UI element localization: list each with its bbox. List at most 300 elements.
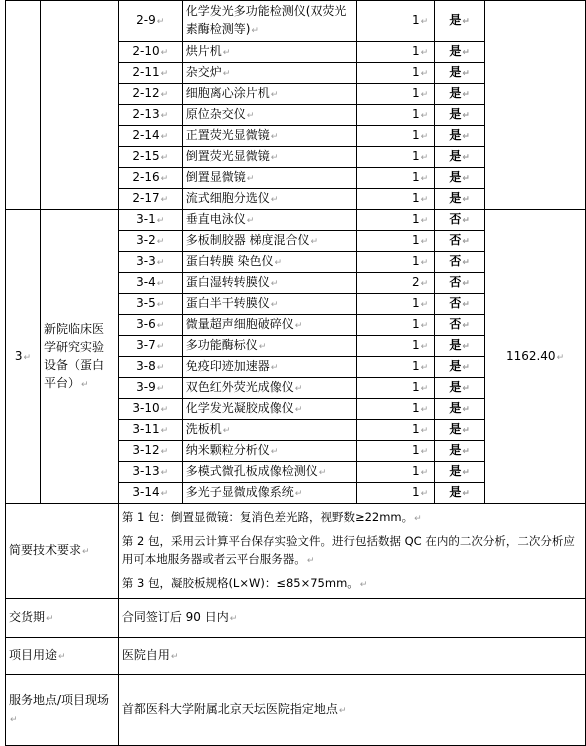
item-name bbox=[182, 168, 357, 189]
item-quantity bbox=[357, 252, 435, 273]
item-quantity-text: 1 bbox=[411, 233, 420, 247]
paragraph-mark: ↵ bbox=[420, 363, 429, 373]
paragraph-mark: ↵ bbox=[556, 352, 565, 363]
paragraph-mark: ↵ bbox=[160, 174, 169, 184]
paragraph-mark: ↵ bbox=[462, 384, 470, 394]
item-name-text: 杂交炉 bbox=[185, 65, 222, 79]
paragraph-mark: ↵ bbox=[420, 468, 429, 478]
item-number-text: 3-3 bbox=[136, 254, 156, 268]
delivery-value-text: 合同签订后 90 日内 bbox=[121, 610, 229, 624]
paragraph-mark: ↵ bbox=[462, 195, 470, 205]
item-number bbox=[118, 126, 182, 147]
item-name-text: 双色红外荧光成像仪 bbox=[185, 380, 294, 394]
paragraph-mark: ↵ bbox=[420, 321, 429, 331]
item-imported bbox=[435, 231, 485, 252]
paragraph-mark: ↵ bbox=[294, 321, 303, 331]
requirement-text: 第 2 包，采用云计算平台保存实验文件。进行包括数据 QC 在内的二次分析，二次分析应用可本地服务器或者云平台服务器。 bbox=[121, 534, 575, 566]
paragraph-mark: ↵ bbox=[310, 237, 319, 247]
package-index-text: 3 bbox=[14, 348, 23, 363]
paragraph-mark: ↵ bbox=[229, 614, 238, 624]
item-number-text: 2-10 bbox=[132, 44, 160, 58]
paragraph-mark: ↵ bbox=[160, 405, 169, 415]
paragraph-mark: ↵ bbox=[156, 237, 165, 247]
paragraph-mark: ↵ bbox=[156, 342, 165, 352]
item-number-text: 3-11 bbox=[132, 422, 160, 436]
purpose-label-text: 项目用途 bbox=[9, 648, 58, 662]
item-name-text: 蛋白湿转转膜仪 bbox=[185, 275, 270, 289]
paragraph-mark: ↵ bbox=[462, 17, 470, 27]
delivery-row bbox=[6, 599, 586, 638]
paragraph-mark: ↵ bbox=[156, 17, 165, 27]
item-quantity bbox=[357, 84, 435, 105]
paragraph-mark: ↵ bbox=[414, 514, 422, 524]
item-quantity-text: 1 bbox=[411, 107, 420, 121]
item-number bbox=[118, 273, 182, 294]
item-imported bbox=[435, 420, 485, 441]
requirement-paragraph bbox=[122, 574, 582, 594]
paragraph-mark: ↵ bbox=[462, 90, 470, 100]
item-imported-text: 是 bbox=[449, 443, 462, 457]
item-name bbox=[182, 378, 357, 399]
paragraph-mark: ↵ bbox=[46, 614, 54, 624]
item-number-text: 3-4 bbox=[136, 275, 156, 289]
item-quantity-text: 1 bbox=[411, 13, 420, 27]
item-number-text: 2-9 bbox=[136, 13, 156, 27]
paragraph-mark: ↵ bbox=[462, 174, 470, 184]
item-name-text: 纳米颗粒分析仪 bbox=[185, 443, 270, 457]
item-number bbox=[118, 189, 182, 210]
paragraph-mark: ↵ bbox=[420, 237, 429, 247]
item-quantity bbox=[357, 336, 435, 357]
paragraph-mark: ↵ bbox=[270, 90, 279, 100]
package-budget bbox=[485, 210, 586, 504]
item-number-text: 3-14 bbox=[132, 485, 160, 499]
item-quantity-text: 1 bbox=[411, 317, 420, 331]
paragraph-mark: ↵ bbox=[420, 384, 429, 394]
location-value-text: 首都医科大学附属北京天坛医院指定地点 bbox=[121, 702, 338, 716]
item-imported bbox=[435, 168, 485, 189]
item-imported bbox=[435, 1, 485, 42]
item-imported-text: 是 bbox=[449, 359, 462, 373]
paragraph-mark: ↵ bbox=[306, 556, 315, 566]
paragraph-mark: ↵ bbox=[222, 426, 231, 436]
table-row bbox=[6, 210, 586, 231]
item-quantity-text: 1 bbox=[411, 212, 420, 226]
paragraph-mark: ↵ bbox=[462, 363, 470, 373]
paragraph-mark: ↵ bbox=[160, 90, 169, 100]
paragraph-mark: ↵ bbox=[462, 279, 470, 289]
item-name bbox=[182, 42, 357, 63]
paragraph-mark: ↵ bbox=[420, 90, 429, 100]
paragraph-mark: ↵ bbox=[420, 405, 429, 415]
item-imported-text: 否 bbox=[449, 254, 462, 268]
item-number bbox=[118, 420, 182, 441]
item-quantity bbox=[357, 147, 435, 168]
paragraph-mark: ↵ bbox=[160, 195, 169, 205]
paragraph-mark: ↵ bbox=[420, 48, 429, 58]
item-imported bbox=[435, 315, 485, 336]
paragraph-mark: ↵ bbox=[246, 174, 255, 184]
item-number-text: 3-8 bbox=[136, 359, 156, 373]
item-name-text: 化学发光多功能检测仪(双荧光素酶检测等) bbox=[185, 4, 347, 36]
item-imported bbox=[435, 336, 485, 357]
item-imported-text: 是 bbox=[449, 191, 462, 205]
paragraph-mark: ↵ bbox=[420, 153, 429, 163]
item-imported-text: 是 bbox=[449, 107, 462, 121]
item-number bbox=[118, 462, 182, 483]
paragraph-mark: ↵ bbox=[420, 17, 429, 27]
item-number-text: 2-11 bbox=[132, 65, 160, 79]
item-name bbox=[182, 231, 357, 252]
paragraph-mark: ↵ bbox=[462, 153, 470, 163]
requirement-paragraph bbox=[122, 532, 582, 570]
item-quantity-text: 1 bbox=[411, 401, 420, 415]
item-quantity bbox=[357, 462, 435, 483]
item-number bbox=[118, 42, 182, 63]
item-name bbox=[182, 189, 357, 210]
item-quantity-text: 1 bbox=[411, 149, 420, 163]
item-quantity bbox=[357, 273, 435, 294]
item-imported-text: 是 bbox=[449, 464, 462, 478]
item-quantity bbox=[357, 399, 435, 420]
paragraph-mark: ↵ bbox=[156, 321, 165, 331]
requirements-content bbox=[118, 504, 585, 599]
item-quantity-text: 1 bbox=[411, 128, 420, 142]
item-imported bbox=[435, 462, 485, 483]
paragraph-mark: ↵ bbox=[462, 237, 470, 247]
paragraph-mark: ↵ bbox=[462, 132, 470, 142]
item-imported bbox=[435, 84, 485, 105]
paragraph-mark: ↵ bbox=[80, 379, 89, 390]
item-quantity bbox=[357, 42, 435, 63]
item-name bbox=[182, 441, 357, 462]
paragraph-mark: ↵ bbox=[462, 111, 470, 121]
item-quantity-text: 1 bbox=[411, 65, 420, 79]
item-imported-text: 是 bbox=[449, 149, 462, 163]
item-imported-text: 否 bbox=[449, 296, 462, 310]
item-name bbox=[182, 210, 357, 231]
paragraph-mark: ↵ bbox=[270, 153, 279, 163]
paragraph-mark: ↵ bbox=[160, 132, 169, 142]
paragraph-mark: ↵ bbox=[160, 468, 169, 478]
item-number bbox=[118, 378, 182, 399]
item-number-text: 3-12 bbox=[132, 443, 160, 457]
item-number bbox=[118, 105, 182, 126]
item-name-text: 正置荧光显微镜 bbox=[185, 128, 270, 142]
item-quantity-text: 1 bbox=[411, 485, 420, 499]
paragraph-mark: ↵ bbox=[420, 426, 429, 436]
item-imported bbox=[435, 441, 485, 462]
item-quantity-text: 1 bbox=[411, 359, 420, 373]
item-imported-text: 否 bbox=[449, 233, 462, 247]
paragraph-mark: ↵ bbox=[58, 652, 66, 662]
item-name-text: 微量超声细胞破碎仪 bbox=[185, 317, 294, 331]
item-number-text: 3-10 bbox=[132, 401, 160, 415]
requirements-row bbox=[6, 504, 586, 599]
item-imported-text: 是 bbox=[449, 380, 462, 394]
package-name bbox=[40, 210, 118, 504]
item-imported-text: 是 bbox=[449, 485, 462, 499]
paragraph-mark: ↵ bbox=[294, 489, 303, 499]
paragraph-mark: ↵ bbox=[462, 489, 470, 499]
delivery-label bbox=[6, 599, 119, 638]
item-imported-text: 否 bbox=[449, 275, 462, 289]
paragraph-mark: ↵ bbox=[318, 468, 327, 478]
item-name bbox=[182, 105, 357, 126]
paragraph-mark: ↵ bbox=[420, 342, 429, 352]
requirements-label bbox=[6, 504, 119, 599]
item-name-text: 洗板机 bbox=[185, 422, 222, 436]
paragraph-mark: ↵ bbox=[270, 363, 279, 373]
item-imported-text: 是 bbox=[449, 44, 462, 58]
item-imported bbox=[435, 399, 485, 420]
item-name-text: 免疫印迹加速器 bbox=[185, 359, 270, 373]
item-imported bbox=[435, 63, 485, 84]
paragraph-mark: ↵ bbox=[462, 426, 470, 436]
item-quantity-text: 1 bbox=[411, 296, 420, 310]
item-name bbox=[182, 147, 357, 168]
item-imported bbox=[435, 357, 485, 378]
item-number bbox=[118, 210, 182, 231]
item-number-text: 3-6 bbox=[136, 317, 156, 331]
paragraph-mark: ↵ bbox=[420, 216, 429, 226]
paragraph-mark: ↵ bbox=[420, 174, 429, 184]
package-index bbox=[6, 210, 41, 504]
item-quantity-text: 1 bbox=[411, 254, 420, 268]
paragraph-mark: ↵ bbox=[246, 216, 255, 226]
item-name-text: 烘片机 bbox=[185, 44, 222, 58]
package-name-text: 新院临床医学研究实验设备（蛋白平台） bbox=[43, 321, 104, 390]
item-number-text: 3-7 bbox=[136, 338, 156, 352]
paragraph-mark: ↵ bbox=[420, 489, 429, 499]
paragraph-mark: ↵ bbox=[462, 216, 470, 226]
paragraph-mark: ↵ bbox=[160, 48, 169, 58]
package-index-cell-continued bbox=[6, 1, 41, 210]
table-body bbox=[6, 1, 586, 746]
item-quantity bbox=[357, 357, 435, 378]
item-number bbox=[118, 231, 182, 252]
item-imported bbox=[435, 294, 485, 315]
item-number bbox=[118, 63, 182, 84]
item-imported-text: 是 bbox=[449, 86, 462, 100]
item-quantity bbox=[357, 231, 435, 252]
paragraph-mark: ↵ bbox=[156, 258, 165, 268]
paragraph-mark: ↵ bbox=[246, 111, 255, 121]
item-name bbox=[182, 483, 357, 504]
item-number-text: 2-14 bbox=[132, 128, 160, 142]
paragraph-mark: ↵ bbox=[359, 580, 368, 590]
item-number-text: 3-5 bbox=[136, 296, 156, 310]
item-name-text: 原位杂交仪 bbox=[185, 107, 246, 121]
paragraph-mark: ↵ bbox=[160, 69, 169, 79]
item-number bbox=[118, 336, 182, 357]
item-name-text: 化学发光凝胶成像仪 bbox=[185, 401, 294, 415]
paragraph-mark: ↵ bbox=[270, 195, 279, 205]
paragraph-mark: ↵ bbox=[462, 342, 470, 352]
paragraph-mark: ↵ bbox=[462, 447, 470, 457]
item-imported-text: 是 bbox=[449, 13, 462, 27]
item-name bbox=[182, 1, 357, 42]
item-quantity-text: 1 bbox=[411, 443, 420, 457]
item-imported-text: 否 bbox=[449, 212, 462, 226]
purpose-label bbox=[6, 638, 119, 675]
item-name bbox=[182, 252, 357, 273]
item-name bbox=[182, 126, 357, 147]
item-quantity bbox=[357, 483, 435, 504]
paragraph-mark: ↵ bbox=[251, 26, 259, 36]
item-number bbox=[118, 294, 182, 315]
item-name-text: 垂直电泳仪 bbox=[185, 212, 246, 226]
item-quantity-text: 1 bbox=[411, 170, 420, 184]
item-quantity bbox=[357, 441, 435, 462]
item-imported-text: 是 bbox=[449, 401, 462, 415]
purpose-value bbox=[118, 638, 585, 675]
paragraph-mark: ↵ bbox=[160, 489, 169, 499]
item-number-text: 2-15 bbox=[132, 149, 160, 163]
paragraph-mark: ↵ bbox=[160, 447, 169, 457]
item-number-text: 2-17 bbox=[132, 191, 160, 205]
item-name-text: 细胞离心涂片机 bbox=[185, 86, 270, 100]
purpose-row bbox=[6, 638, 586, 675]
paragraph-mark: ↵ bbox=[462, 69, 470, 79]
paragraph-mark: ↵ bbox=[222, 48, 231, 58]
item-number-text: 2-12 bbox=[132, 86, 160, 100]
package-budget-text: 1162.40 bbox=[505, 348, 556, 363]
item-imported bbox=[435, 378, 485, 399]
item-name-text: 多光子显微成像系统 bbox=[185, 485, 294, 499]
paragraph-mark: ↵ bbox=[420, 132, 429, 142]
paragraph-mark: ↵ bbox=[82, 547, 90, 557]
item-name-text: 多功能酶标仪 bbox=[185, 338, 258, 352]
location-row bbox=[6, 675, 586, 746]
item-name-text: 多模式微孔板成像检测仪 bbox=[185, 464, 318, 478]
item-name-text: 蛋白半干转膜仪 bbox=[185, 296, 270, 310]
item-imported bbox=[435, 252, 485, 273]
location-label bbox=[6, 675, 119, 746]
item-name bbox=[182, 294, 357, 315]
item-number bbox=[118, 357, 182, 378]
item-imported bbox=[435, 210, 485, 231]
item-name-text: 倒置荧光显微镜 bbox=[185, 149, 270, 163]
item-number bbox=[118, 315, 182, 336]
item-name bbox=[182, 462, 357, 483]
item-name bbox=[182, 357, 357, 378]
item-imported bbox=[435, 147, 485, 168]
paragraph-mark: ↵ bbox=[420, 111, 429, 121]
paragraph-mark: ↵ bbox=[160, 426, 169, 436]
item-quantity bbox=[357, 420, 435, 441]
requirement-paragraph bbox=[122, 508, 582, 528]
paragraph-mark: ↵ bbox=[420, 279, 429, 289]
paragraph-mark: ↵ bbox=[462, 48, 470, 58]
paragraph-mark: ↵ bbox=[294, 384, 303, 394]
paragraph-mark: ↵ bbox=[156, 300, 165, 310]
item-number-text: 2-13 bbox=[132, 107, 160, 121]
package-budget-cell-continued bbox=[485, 1, 586, 210]
paragraph-mark: ↵ bbox=[156, 384, 165, 394]
paragraph-mark: ↵ bbox=[462, 300, 470, 310]
paragraph-mark: ↵ bbox=[270, 132, 279, 142]
paragraph-mark: ↵ bbox=[420, 258, 429, 268]
item-number bbox=[118, 1, 182, 42]
item-imported bbox=[435, 126, 485, 147]
item-quantity bbox=[357, 63, 435, 84]
item-quantity bbox=[357, 1, 435, 42]
paragraph-mark: ↵ bbox=[338, 706, 347, 716]
paragraph-mark: ↵ bbox=[270, 300, 279, 310]
item-name bbox=[182, 399, 357, 420]
item-quantity bbox=[357, 168, 435, 189]
item-name bbox=[182, 315, 357, 336]
paragraph-mark: ↵ bbox=[274, 258, 283, 268]
paragraph-mark: ↵ bbox=[156, 216, 165, 226]
item-name bbox=[182, 63, 357, 84]
item-number-text: 3-2 bbox=[136, 233, 156, 247]
item-number bbox=[118, 399, 182, 420]
item-quantity-text: 1 bbox=[411, 338, 420, 352]
item-imported bbox=[435, 483, 485, 504]
item-imported bbox=[435, 273, 485, 294]
item-quantity bbox=[357, 378, 435, 399]
paragraph-mark: ↵ bbox=[462, 405, 470, 415]
paragraph-mark: ↵ bbox=[156, 363, 165, 373]
item-number-text: 3-1 bbox=[136, 212, 156, 226]
paragraph-mark: ↵ bbox=[462, 468, 470, 478]
item-quantity-text: 1 bbox=[411, 464, 420, 478]
delivery-value bbox=[118, 599, 585, 638]
item-imported-text: 是 bbox=[449, 170, 462, 184]
package-name-cell-continued bbox=[40, 1, 118, 210]
paragraph-mark: ↵ bbox=[270, 447, 279, 457]
item-quantity-text: 1 bbox=[411, 422, 420, 436]
paragraph-mark: ↵ bbox=[156, 279, 165, 289]
item-number bbox=[118, 147, 182, 168]
item-name-text: 蛋白转膜 染色仪 bbox=[185, 254, 274, 268]
item-name bbox=[182, 420, 357, 441]
equipment-table bbox=[5, 0, 586, 746]
requirement-text: 第 3 包，凝胶板规格(L×W)：≤85×75mm。 bbox=[121, 576, 359, 590]
item-imported bbox=[435, 105, 485, 126]
item-number bbox=[118, 168, 182, 189]
paragraph-mark: ↵ bbox=[270, 279, 279, 289]
item-number-text: 3-9 bbox=[136, 380, 156, 394]
paragraph-mark: ↵ bbox=[160, 111, 169, 121]
item-quantity bbox=[357, 315, 435, 336]
item-quantity-text: 2 bbox=[411, 275, 420, 289]
table-row bbox=[6, 1, 586, 42]
paragraph-mark: ↵ bbox=[160, 153, 169, 163]
item-imported-text: 是 bbox=[449, 65, 462, 79]
item-name bbox=[182, 336, 357, 357]
item-quantity bbox=[357, 189, 435, 210]
item-imported bbox=[435, 42, 485, 63]
item-imported-text: 是 bbox=[449, 128, 462, 142]
requirements-label-text: 简要技术要求 bbox=[9, 543, 82, 557]
item-quantity-text: 1 bbox=[411, 191, 420, 205]
delivery-label-text: 交货期 bbox=[9, 610, 46, 624]
item-number bbox=[118, 441, 182, 462]
paragraph-mark: ↵ bbox=[23, 352, 32, 363]
item-name-text: 倒置显微镜 bbox=[185, 170, 246, 184]
paragraph-mark: ↵ bbox=[294, 405, 303, 415]
item-name-text: 多板制胶器 梯度混合仪 bbox=[185, 233, 310, 247]
item-number bbox=[118, 252, 182, 273]
item-quantity-text: 1 bbox=[411, 380, 420, 394]
paragraph-mark: ↵ bbox=[420, 69, 429, 79]
item-imported-text: 是 bbox=[449, 422, 462, 436]
paragraph-mark: ↵ bbox=[462, 321, 470, 331]
item-quantity bbox=[357, 210, 435, 231]
